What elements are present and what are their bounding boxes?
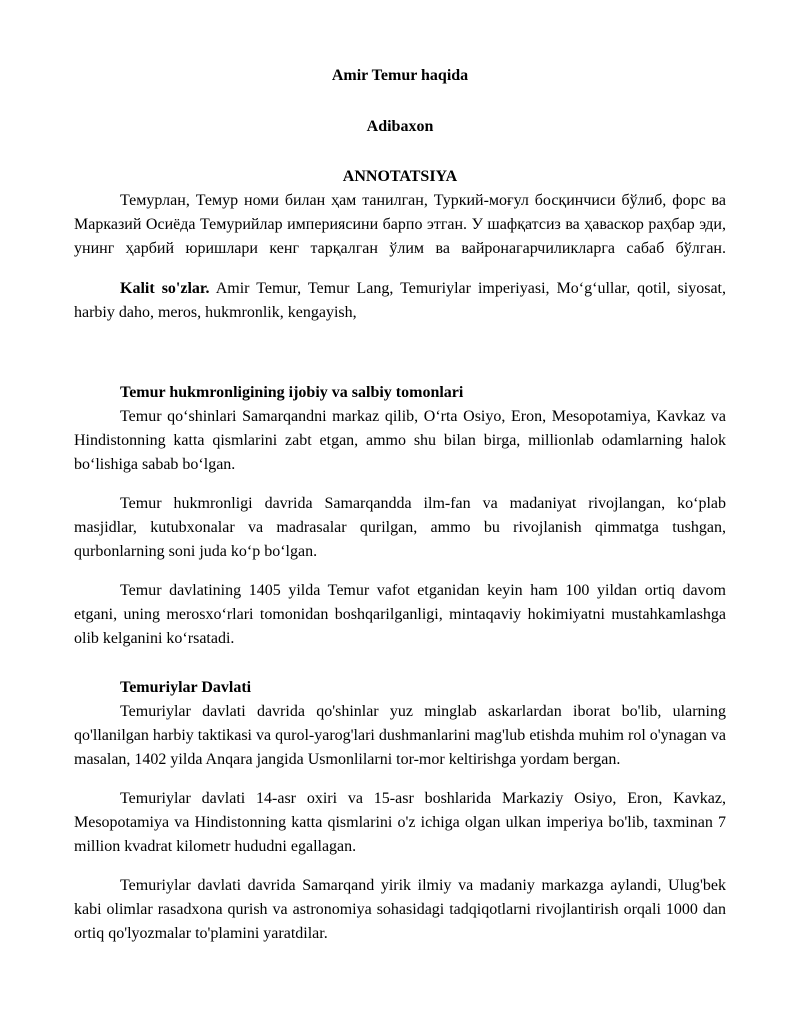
section-heading: Temur hukmronligining ijobiy va salbiy tomonlari [120,384,464,401]
section-paragraph: Temur davlatining 1405 yilda Temur vafot etganidan keyin ham 100 yildan ortiq davom etgani, uning merosxoʻrlari tomonidan boshqarilganligi, mintaqaviy hokimiyatni mustahkamlashga olib kelganini koʻrsatadi. [74,582,726,647]
keywords-text: Amir Temur, Temur Lang, Temuriylar imperiyasi, Moʻgʻullar, qotil, siyosat, harbiy daho, meros, hukmronlik, kengayish, [74,280,726,321]
keywords-paragraph [74,277,726,325]
document-page [74,64,726,946]
section-paragraph: Temuriylar davlati 14-asr oxiri va 15-asr boshlarida Markaziy Osiyo, Eron, Kavkaz, Mesopotamiya va Hindistonning katta qismlarini o'z ichiga olgan ulkan imperiya bo'lib, taxminan 7 million kvadrat kilometr hududni egallagan. [74,790,726,855]
document-author: Adibaxon [366,118,434,135]
document-title: Amir Temur haqida [331,67,469,84]
section-heading: Temuriylar Davlati [120,679,252,696]
annotation-heading: ANNOTATSIYA [342,168,458,185]
section-paragraph: Temuriylar davlati davrida Samarqand yirik ilmiy va madaniy markazga aylandi, Ulug'bek kabi olimlar rasadxona qurish va astronomiya sohasidagi tadqiqotlarni rivojlantirish orqali 1000 dan ortiq qo'lyozmalar to'plamini yaratdilar. [74,877,726,942]
annotation-text: Темурлан, Темур номи билан ҳам танилган, Туркий-моғул босқинчиси бўлиб, форс ва Марказий Осиёда Темурийлар империясини барпо этган. У шафқатсиз ва ҳаваскор раҳбар эди, унинг ҳарбий юришлари кенг тарқалган ўлим ва вайронагарчиликларга сабаб бўлган. [74,192,726,257]
section-paragraph: Temuriylar davlati davrida qo'shinlar yuz minglab askarlardan iborat bo'lib, ularning qo'llanilgan harbiy taktikasi va qurol-yarog'lari dushmanlarini mag'lub etishda muhim rol o'ynagan va masalan, 1402 yilda Anqara jangida Usmonlilarni tor-mor keltirishga yordam bergan. [74,703,726,768]
section-paragraph: Temur qoʻshinlari Samarqandni markaz qilib, Oʻrta Osiyo, Eron, Mesopotamiya, Kavkaz va Hindistonning katta qismlarini zabt etgan, ammo shu bilan birga, millionlab odamlarning halok boʻlishiga sabab boʻlgan. [74,408,726,473]
keywords-label: Kalit so'zlar. [120,280,210,297]
section-paragraph: Temur hukmronligi davrida Samarqandda ilm-fan va madaniyat rivojlangan, koʻplab masjidlar, kutubxonalar va madrasalar qurilgan, ammo bu rivojlanish qimmatga tushgan, qurbonlarning soni juda koʻp boʻlgan. [74,495,726,560]
